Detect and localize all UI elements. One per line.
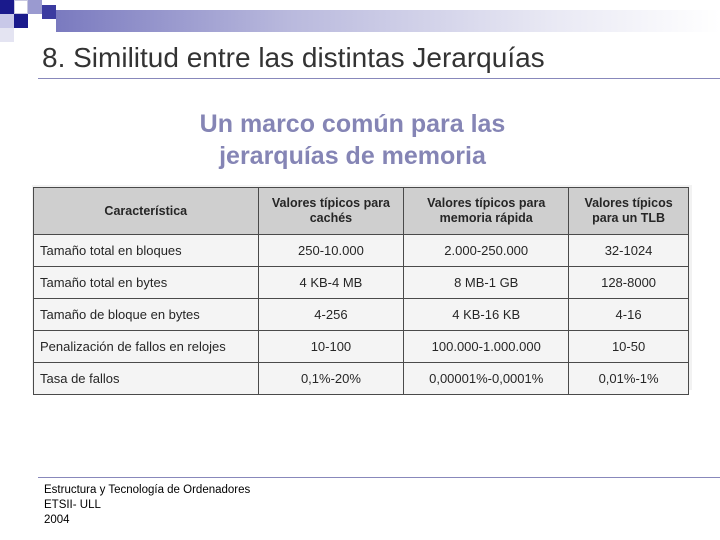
decoration-square (0, 28, 14, 42)
table-cell: 4 KB-16 KB (404, 299, 569, 331)
table-header-cell: Valores típicos para un TLB (569, 188, 689, 235)
table-row (34, 331, 689, 363)
footer-school: ETSII- ULL (44, 499, 101, 511)
slide-subtitle: Un marco común para las jerarquías de memoria (199, 110, 506, 170)
table-cell: 8 MB-1 GB (404, 267, 569, 299)
table-header-cell: Característica (34, 188, 259, 235)
decoration-square (14, 0, 28, 14)
table-cell: 128-8000 (569, 267, 689, 299)
table-header-row (34, 188, 689, 235)
memory-hierarchy-table (33, 187, 689, 395)
table-cell: 32-1024 (569, 235, 689, 267)
table-cell: Tasa de fallos (34, 363, 259, 395)
table-cell: 4-256 (258, 299, 404, 331)
footer (44, 483, 250, 528)
footer-course: Estructura y Tecnología de Ordenadores (44, 484, 251, 496)
header-gradient-bar (56, 10, 720, 32)
table-cell: 0,00001%-0,0001% (404, 363, 569, 395)
table-cell: 2.000-250.000 (404, 235, 569, 267)
table-cell: 250-10.000 (258, 235, 404, 267)
table-header-cell: Valores típicos para memoria rápida (404, 188, 569, 235)
table-cell: Tamaño total en bloques (34, 235, 259, 267)
decoration-square (0, 14, 14, 28)
footer-divider (38, 477, 720, 478)
table-cell: 100.000-1.000.000 (404, 331, 569, 363)
table-cell: 4 KB-4 MB (258, 267, 404, 299)
table-cell: Penalización de fallos en relojes (34, 331, 259, 363)
table-row (34, 363, 689, 395)
table-cell: Tamaño de bloque en bytes (34, 299, 259, 331)
table-row (34, 267, 689, 299)
footer-year: 2004 (44, 514, 70, 526)
table-cell: 10-50 (569, 331, 689, 363)
table-cell: 10-100 (258, 331, 404, 363)
table-header-cell: Valores típicos para cachés (258, 188, 404, 235)
title-divider (38, 78, 720, 79)
table-row (34, 235, 689, 267)
decoration-square (42, 5, 56, 19)
table-cell: 0,01%-1% (569, 363, 689, 395)
table-cell: Tamaño total en bytes (34, 267, 259, 299)
table-cell: 4-16 (569, 299, 689, 331)
decoration-square (28, 0, 42, 14)
table-cell: 0,1%-20% (258, 363, 404, 395)
decoration-square (14, 14, 28, 28)
slide-title: 8. Similitud entre las distintas Jerarquías (42, 42, 545, 73)
table-row (34, 299, 689, 331)
decoration-square (0, 0, 14, 14)
